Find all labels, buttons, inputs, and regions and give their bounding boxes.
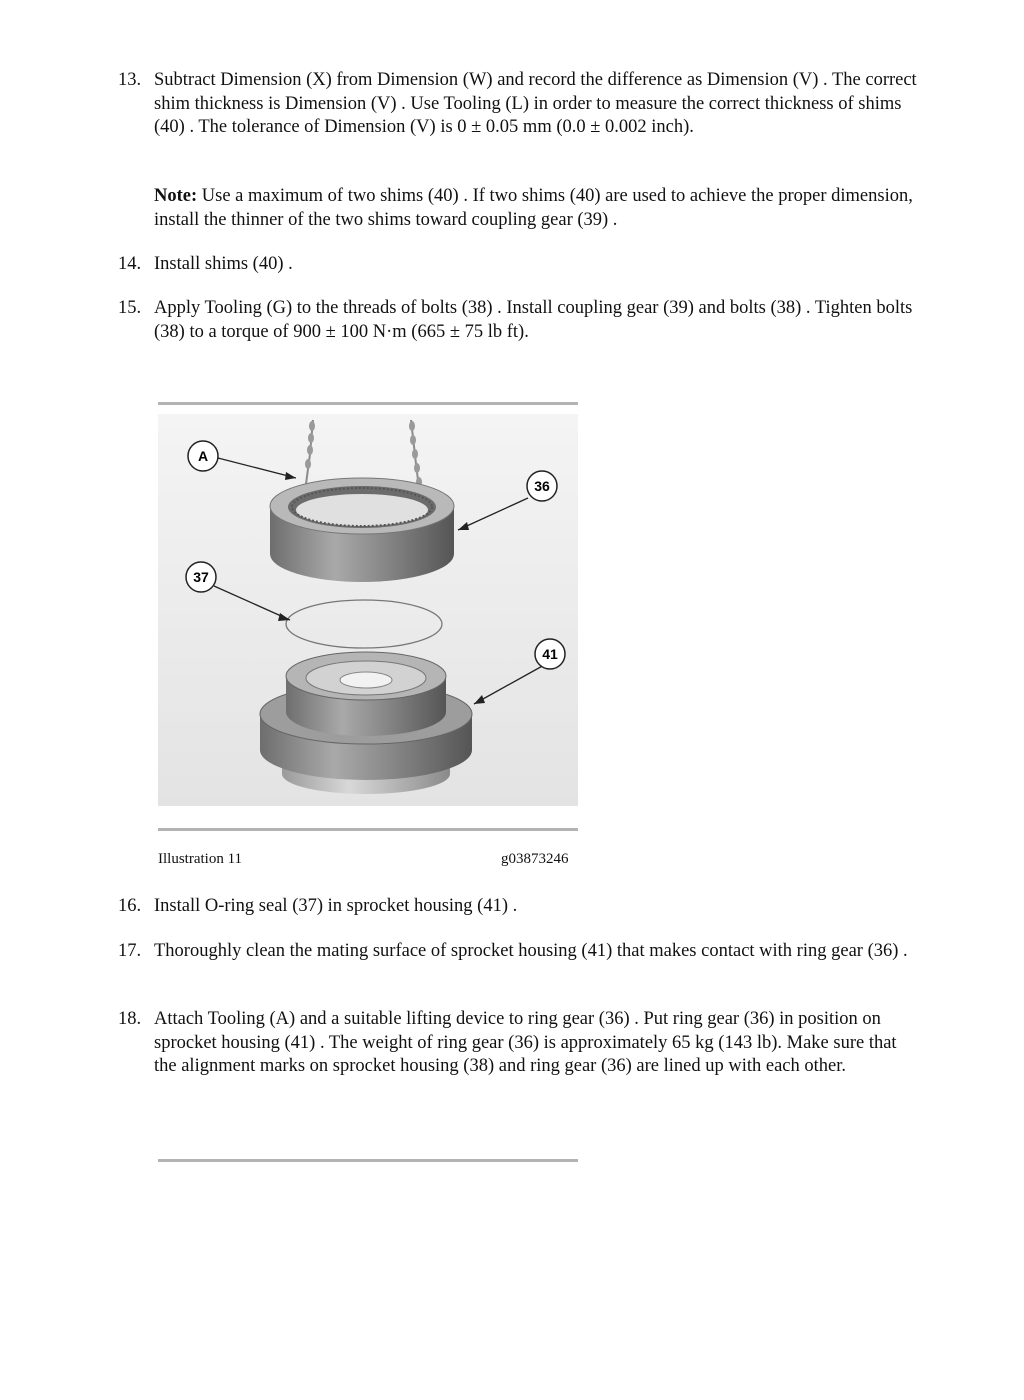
callout-36 [527, 471, 557, 501]
figure-bottom-rule [158, 828, 578, 831]
step-17 [118, 940, 918, 964]
step-number: 13. [118, 70, 142, 90]
sprocket-housing-41 [260, 652, 472, 794]
note-paragraph [154, 185, 924, 232]
step-number: 18. [118, 1009, 142, 1029]
step-text: Subtract Dimension (X) from Dimension (W) and record the difference as Dimension (V) . The correct shim thickness is Dimension (V) . Use Tooling (L) in order to measure the correct thickness of shims (40) . The tolerance of Dimension (V) is 0 ± 0.05 mm (0.0 ± 0.002 inch). [154, 70, 917, 137]
callout-A [188, 441, 218, 471]
note-label: Note: [154, 186, 198, 206]
step-15 [118, 297, 918, 344]
figure-caption: Illustration 11 [158, 851, 243, 867]
callout-37 [186, 562, 216, 592]
callout-41 [535, 639, 565, 669]
illustration-11-image [158, 414, 578, 806]
step-18 [118, 1008, 918, 1079]
callout-label: A [197, 448, 209, 464]
step-number: 17. [118, 941, 142, 961]
figure-top-rule [158, 402, 578, 405]
ring-gear-36 [270, 478, 454, 582]
callout-label: 37 [193, 569, 209, 585]
step-text: Attach Tooling (A) and a suitable lifting device to ring gear (36) . Put ring gear (36) in position on sprocket housing (41) . The weight of ring gear (36) is approximately 65 kg (143 lb). Make sure that the alignment marks on sprocket housing (38) and ring gear (36) are lined up with each other. [154, 1009, 897, 1076]
note-text: Use a maximum of two shims (40) . If two shims (40) are used to achieve the proper dimension, install the thinner of the two shims toward coupling gear (39) . [154, 186, 913, 230]
step-text: Install shims (40) . [154, 254, 293, 274]
figure-code: g03873246 [501, 851, 569, 867]
step-text: Install O-ring seal (37) in sprocket housing (41) . [154, 896, 518, 916]
step-13 [118, 69, 918, 140]
step-number: 15. [118, 298, 142, 318]
next-figure-top-rule [158, 1159, 578, 1162]
step-text: Thoroughly clean the mating surface of sprocket housing (41) that makes contact with ring gear (36) . [154, 941, 908, 961]
step-16 [118, 895, 918, 919]
step-14 [118, 253, 918, 277]
callout-label: 41 [542, 646, 558, 662]
step-number: 16. [118, 896, 142, 916]
step-number: 14. [118, 254, 142, 274]
callout-label: 36 [534, 478, 550, 494]
step-text: Apply Tooling (G) to the threads of bolts (38) . Install coupling gear (39) and bolts (38) . Tighten bolts (38) to a torque of 900 ± 100 N·m (665 ± 75 lb ft). [154, 298, 913, 342]
